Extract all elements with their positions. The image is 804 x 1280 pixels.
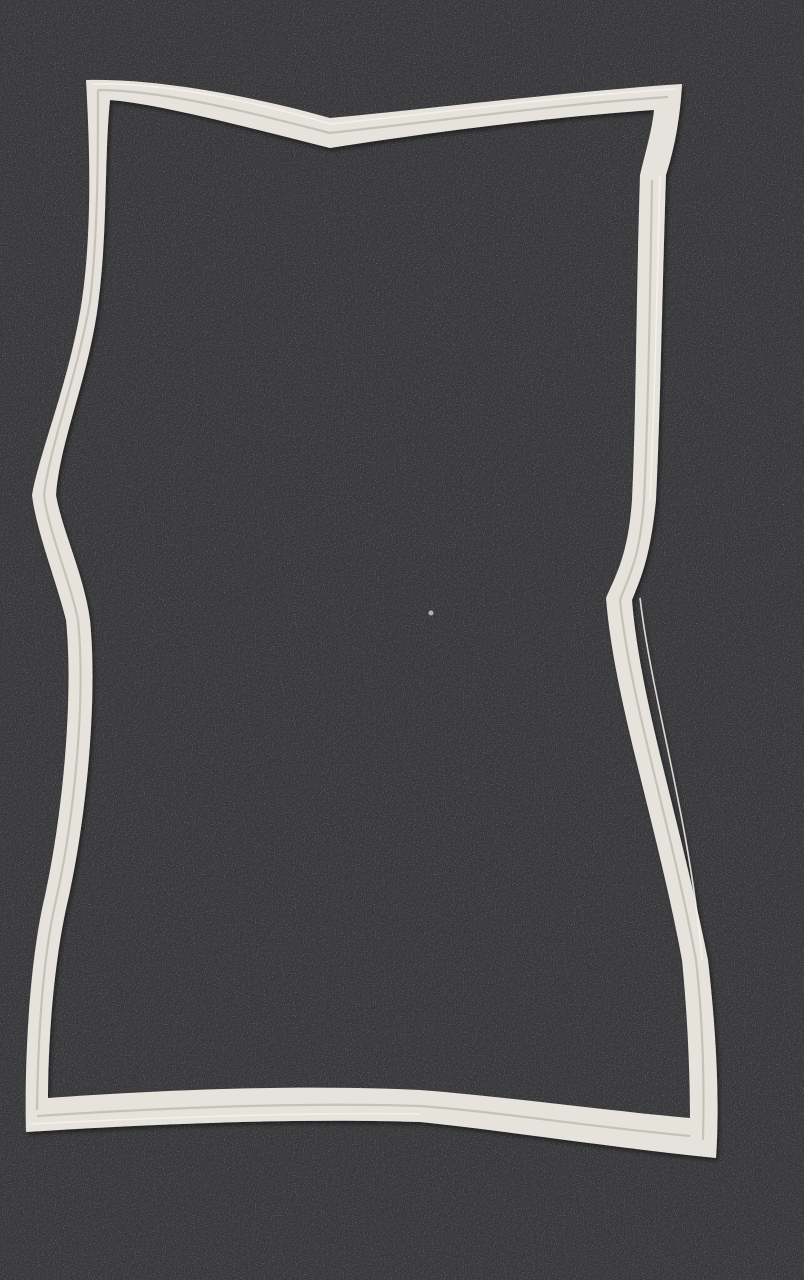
carpet-speck [429,611,434,616]
